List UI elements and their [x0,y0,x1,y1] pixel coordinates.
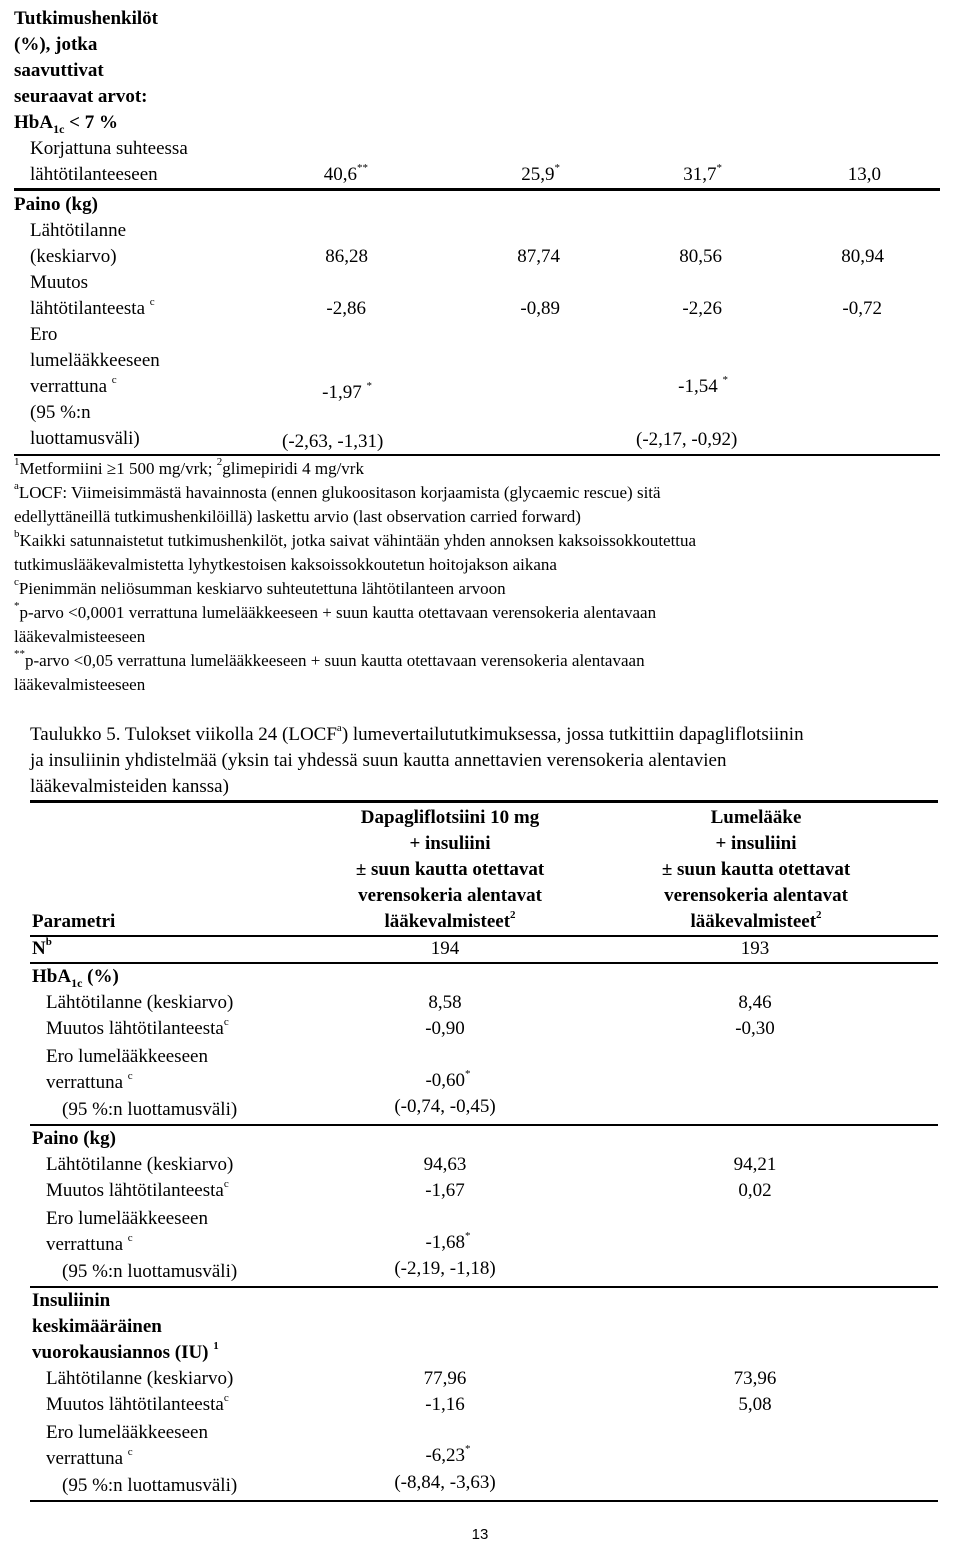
weight5-baseline-dapa: 94,63 [423,1154,467,1175]
table-divider [14,188,940,191]
responders-title-line4: seuraavat arvot: [14,86,148,107]
table5-caption-line3: lääkevalmisteiden kanssa) [30,776,229,797]
weight5-diff-value: -1,68* [425,1229,471,1253]
weight-ci-value-1: (-2,63, -1,31) [282,431,384,452]
insulin-title-line1: Insuliinin [32,1290,111,1311]
table5-caption-line1: Taulukko 5. Tulokset viikolla 24 (LOCF$^a$) lumevertailututkimuksessa, jossa tutkittiin dapagliflotsiinin [30,721,804,745]
weight-diff-value-1: -1,97 * [322,379,372,403]
hba1c-change-label: Muutos lähtötilanteesta$^c$ [46,1015,229,1039]
weight5-diff-label-1: Ero lumelääkkeeseen [46,1208,208,1229]
weight-change-value-3: -2,26 [682,298,722,319]
insulin-baseline-dapa: 77,96 [423,1368,467,1389]
header-col1-line4: verensokeria alentavat [358,885,542,906]
hba1c-diff-label-2: verrattuna $^c$ [46,1069,133,1093]
hba1c-ci-label: (95 %:n luottamusväli) [62,1099,238,1120]
footnote-a-line2: edellyttäneillä tutkimushenkilöillä) laskettu arvio (last observation carried forward) [14,507,581,526]
hba1c-ci-value: (-0,74, -0,45) [394,1096,496,1117]
responders-value-3: 31,7* [683,161,722,185]
table5-hba1c-rule [30,1124,938,1126]
weight-diff-label-1: Ero [30,324,58,345]
footnote-doublestar-line2: lääkevalmisteeseen [14,675,146,694]
insulin-baseline-placebo: 73,96 [733,1368,777,1389]
page-number: 13 [471,1526,489,1543]
insulin-change-label: Muutos lähtötilanteesta$^c$ [46,1391,229,1415]
weight-ci-value-2: (-2,17, -0,92) [636,429,738,450]
footnote-star-line1: *p-arvo <0,0001 verrattuna lumelääkkeeseen + suun kautta otettavaan verensokeria alentavaan [14,600,657,622]
weight-change-label-2: lähtötilanteesta $^c$ [30,295,155,319]
hba1c-title: HbA$_{1c}$ (%) [32,966,119,990]
table5-weight-rule [30,1286,938,1288]
insulin-diff-label-2: verrattuna $^c$ [46,1445,133,1469]
hba1c-baseline-label: Lähtötilanne (keskiarvo) [46,992,234,1013]
responders-value-1: 40,6** [323,161,368,185]
responders-hba1c-label: HbA$_{1c}$ < 7 % [14,112,118,136]
footnote-b-line2: tutkimuslääkevalmistetta lyhytkestoisen kaksoissokkoutetun hoitojakson aikana [14,555,557,574]
insulin-title-line3: vuorokausiannos (IU) $^1$ [32,1339,219,1363]
weight5-diff-label-2: verrattuna $^c$ [46,1231,133,1255]
header-col2-line1: Lumelääke [710,807,802,828]
weight-change-value-1: -2,86 [326,298,366,319]
insulin-change-placebo: 5,08 [738,1394,772,1415]
weight-change-value-2: -0,89 [520,298,560,319]
weight5-change-placebo: 0,02 [738,1180,772,1201]
weight5-title: Paino (kg) [32,1128,116,1149]
weight-baseline-value-4: 80,94 [841,246,884,267]
responders-title-line2: (%), jotka [14,34,98,55]
weight-diff-label-3: verrattuna $^c$ [30,373,117,397]
weight-baseline-value-2: 87,74 [517,246,560,267]
header-col2-line2: + insuliini [715,833,797,854]
hba1c-diff-value: -0,60* [425,1067,471,1091]
header-col2-line4: verensokeria alentavat [664,885,848,906]
table5-caption-line2: ja insuliinin yhdistelmää (yksin tai yhdessä suun kautta annettavien verensokeria alentavien [30,750,727,771]
weight-diff-label-2: lumelääkkeeseen [30,350,160,371]
table5-bottom-rule [30,1500,938,1502]
weight5-change-dapa: -1,67 [425,1180,465,1201]
header-parameter: Parametri [32,911,116,932]
weight-ci-label-2: luottamusväli) [30,428,140,449]
header-col1-line5: lääkevalmisteet$^2$ [384,908,516,932]
weight-baseline-label-2: (keskiarvo) [30,246,117,267]
footnote-doublestar-line1: **p-arvo <0,05 verrattuna lumelääkkeeseen + suun kautta otettavaan verensokeria alentavaan [14,648,645,670]
responders-value-2: 25,9* [521,161,560,185]
weight-diff-value-2: -1,54 * [678,373,728,397]
header-col2-line3: ± suun kautta otettavat [661,859,851,880]
n-label: $N^b$ [32,935,52,959]
responders-row-label-2: lähtötilanteeseen [30,164,158,185]
weight-title: Paino (kg) [14,194,98,215]
footnote-b-line1: $^b$Kaikki satunnaistetut tutkimushenkilöt, jotka saivat vähintään yhden annoksen kaksoissokkoutettua [14,528,697,550]
weight5-baseline-placebo: 94,21 [733,1154,777,1175]
insulin-diff-value: -6,23* [425,1442,471,1466]
insulin-ci-value: (-8,84, -3,63) [394,1472,496,1493]
weight-ci-label-1: (95 %:n [30,402,91,423]
hba1c-baseline-dapa: 8,58 [428,992,462,1013]
weight-baseline-label-1: Lähtötilanne [30,220,127,241]
hba1c-diff-label-1: Ero lumelääkkeeseen [46,1046,208,1067]
weight-baseline-value-1: 86,28 [325,246,368,267]
table5-top-rule [30,800,938,803]
insulin-baseline-label: Lähtötilanne (keskiarvo) [46,1368,234,1389]
n-value-placebo: 193 [740,938,770,959]
table5-n-rule [30,962,938,964]
weight-change-label-1: Muutos [30,272,89,293]
header-col2-line5: lääkevalmisteet$^2$ [690,908,822,932]
header-col1-line3: ± suun kautta otettavat [355,859,545,880]
insulin-diff-label-1: Ero lumelääkkeeseen [46,1422,208,1443]
hba1c-change-placebo: -0,30 [735,1018,775,1039]
n-value-dapagliflozin: 194 [430,938,460,959]
responders-value-4: 13,0 [847,164,881,185]
footnote-a-line1: $^a$LOCF: Viimeisimmästä havainnosta (ennen glukoositason korjaamista (glycaemic rescue) sitä [14,480,661,502]
footnote-1: $^1$Metformiini ≥1 500 mg/vrk; $^2$glimepiridi 4 mg/vrk [14,456,364,478]
insulin-ci-label: (95 %:n luottamusväli) [62,1475,238,1496]
header-col1-line1: Dapagliflotsiini 10 mg [360,807,540,828]
insulin-title-line2: keskimääräinen [32,1316,162,1337]
weight5-change-label: Muutos lähtötilanteesta$^c$ [46,1177,229,1201]
footnote-c: $^c$Pienimmän neliösumman keskiarvo suhteutettuna lähtötilanteen arvoon [14,576,506,598]
header-col1-line2: + insuliini [409,833,491,854]
weight-baseline-value-3: 80,56 [679,246,722,267]
hba1c-baseline-placebo: 8,46 [738,992,772,1013]
hba1c-change-dapa: -0,90 [425,1018,465,1039]
weight-change-value-4: -0,72 [842,298,882,319]
weight5-ci-value: (-2,19, -1,18) [394,1258,496,1279]
responders-row-label-1: Korjattuna suhteessa [30,138,188,159]
table-bottom-rule [14,454,940,456]
insulin-change-dapa: -1,16 [425,1394,465,1415]
footnote-star-line2: lääkevalmisteeseen [14,627,146,646]
weight5-ci-label: (95 %:n luottamusväli) [62,1261,238,1282]
weight5-baseline-label: Lähtötilanne (keskiarvo) [46,1154,234,1175]
responders-title-line3: saavuttivat [14,60,104,81]
responders-title-line1: Tutkimushenkilöt [14,8,158,29]
